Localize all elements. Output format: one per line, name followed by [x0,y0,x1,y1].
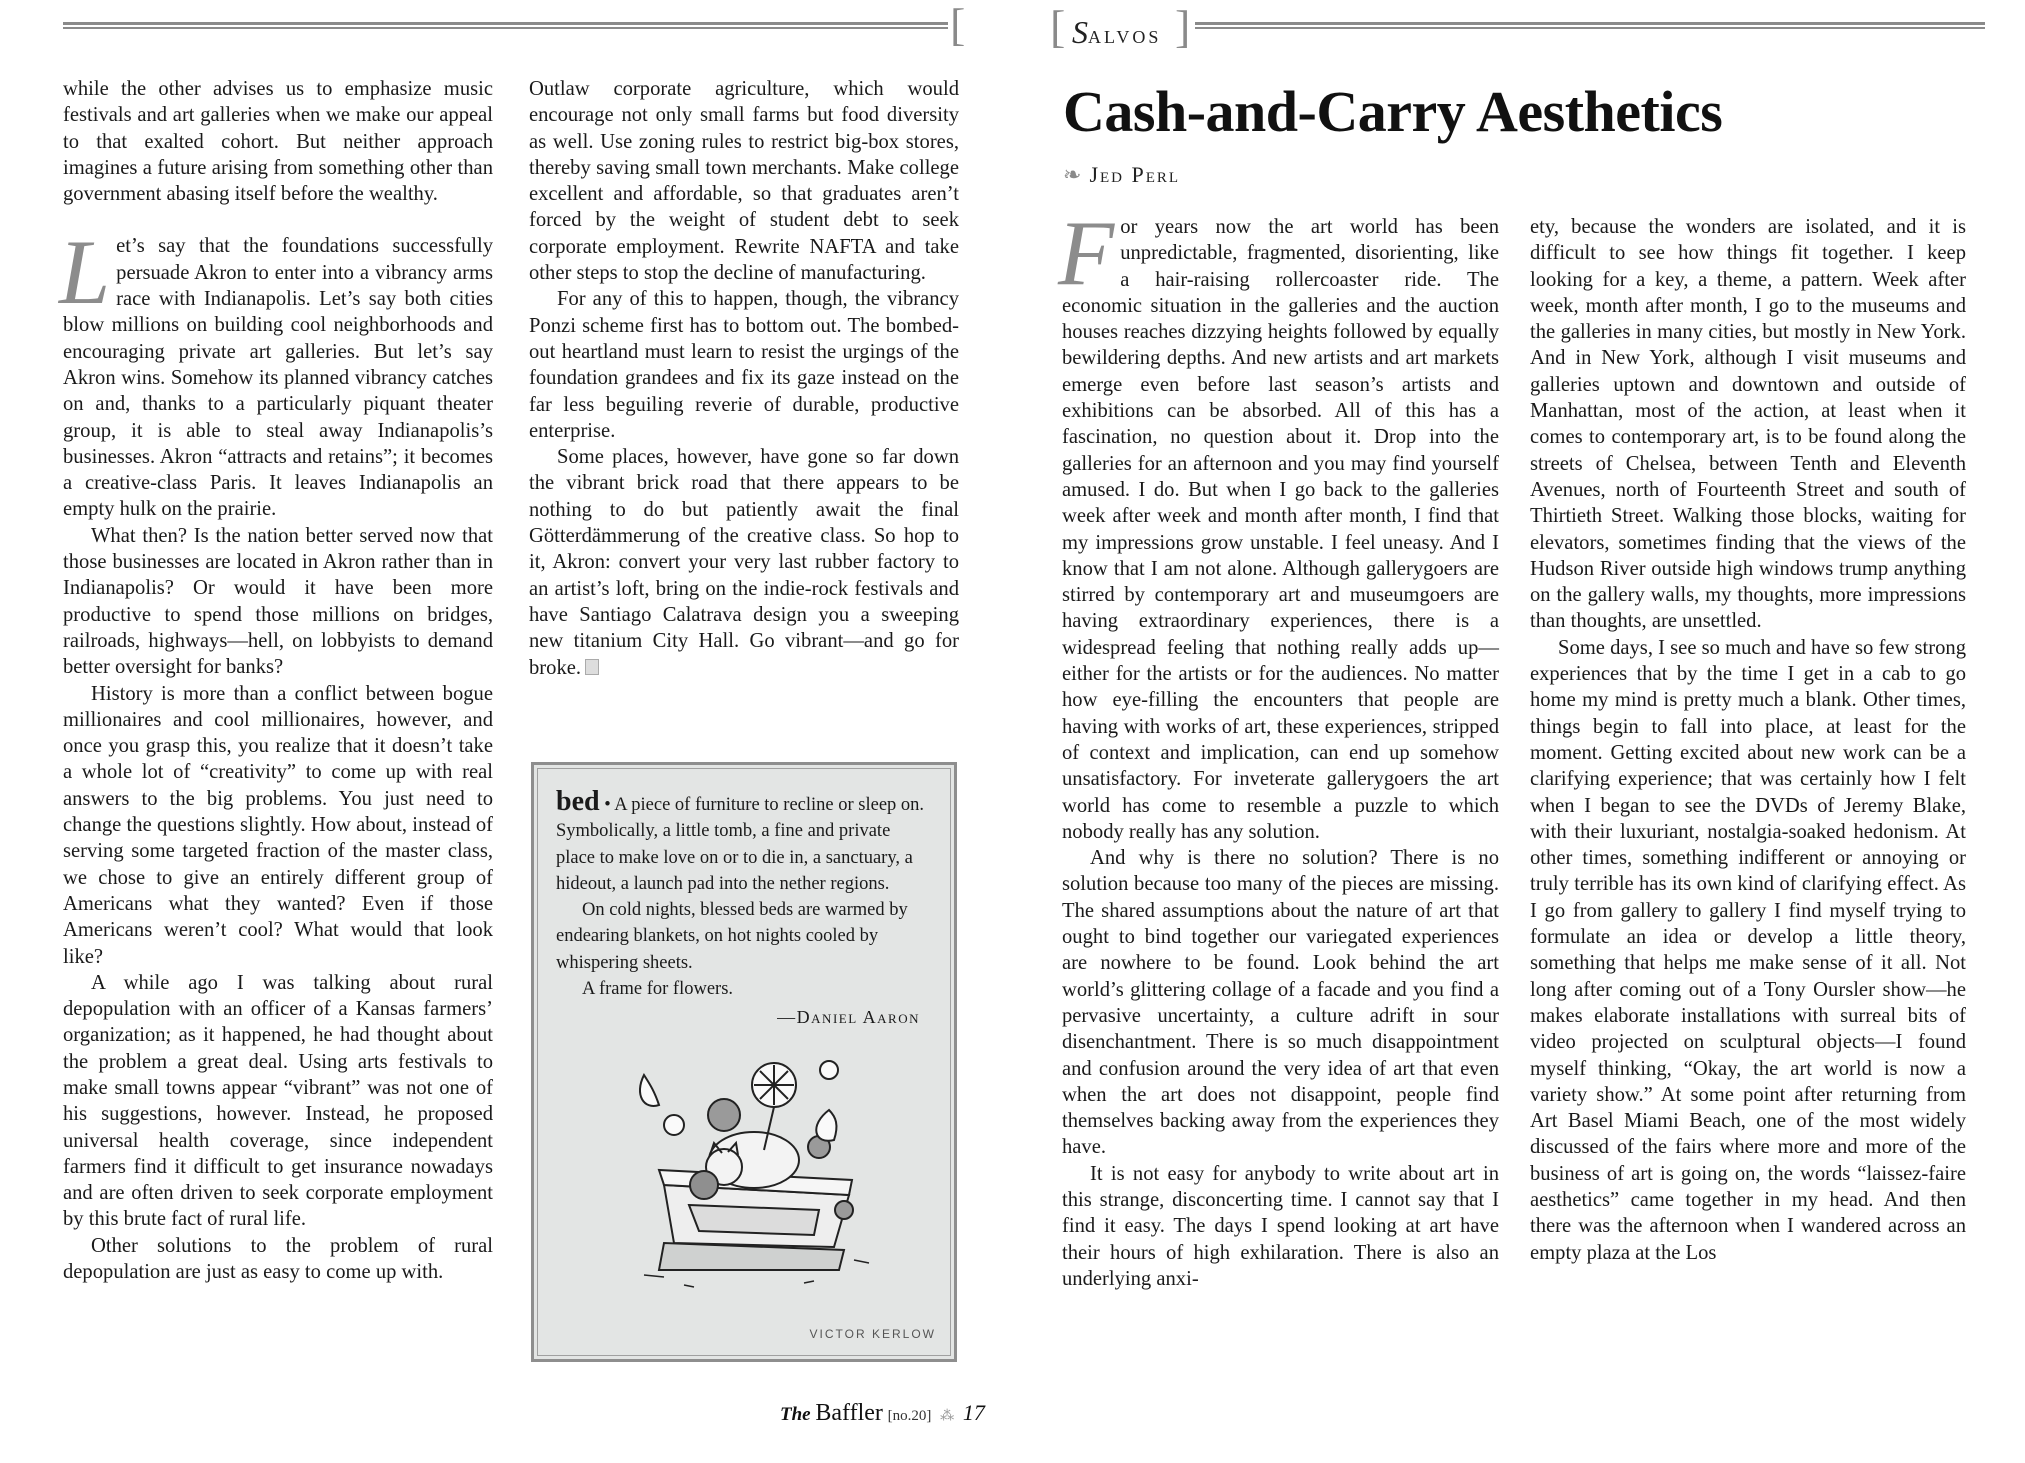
paragraph: Other solutions to the problem of rural depopulation are just as easy to come up with. [63,1234,493,1284]
paragraph: And why is there no solution? There is no solution because too many of the pieces are missing. The shared assumptions about the nature of art that ought to bind together our variegated experiences are nowhere to be found. Look behind the art world’s glittering collage of a facade and you find a pervasive uncertainty, a culture adrift in sour disenchantment. There is so much disappointment and confusion around the very idea of art that even when the art does not disappoint, people find themselves backing away from the experiences they have. [1062,847,1499,1159]
article-title: Cash-and-Carry Aesthetics [1063,79,1723,144]
headword: bed [556,786,600,817]
paragraph: Some days, I see so much and have so few strong experiences that by the time I get in a cab to go home my mind is pretty much a blank. Other times, things begin to fall into place, at least for the moment. Getting excited about new work can be a clarifying experience; that was certainly how I felt when I began to see the DVDs of Jeremy Blake, with their luxuriant, nostalgia-soaked hedonism. At other times, something indifferent or annoying or truly terrible has its own kind of clarifying effect. As I go from gallery to gallery I find myself trying to formulate an idea or develop a little theory, something that helps me make sense of it all. Not long after coming out of a Tony Oursler show—he makes elaborate installations with surreal bits of video projected on sculptural objects—I found myself thinking, “Okay, the art world is now a variety show.” At some point after returning from Art Basel Miami Beach, one of the most widely discussed of the fairs where more and more of the business of art is going on, the words “laissez-faire aesthetics” came together in my head. And then there was the afternoon when I wandered across an empty plaza at the Los [1530,636,1966,1264]
section-bracket-open-icon: [ [1050,1,1066,52]
sidebar-paragraph: On cold nights, blessed beds are warmed by endearing blankets, on hot nights cooled by whispering sheets. [556,900,908,973]
section-label-rest: alvos [1088,20,1162,49]
page-footer [780,1400,985,1427]
paragraph-dropcap [1058,202,1499,845]
byline [1063,162,1180,188]
definition [556,786,926,897]
sidebar-text [556,786,926,1031]
paragraph: What then? Is the nation better served now that those businesses are located in Akron rather than in Indianapolis? Or would it have been more productive to spend those millions on bridges, railroads, highways—hell, on lobbyists to demand better oversight for banks? [63,524,493,679]
footer-the: The [780,1404,811,1425]
definition-sidebar [531,762,957,1362]
attribution: —Daniel Aaron [777,1007,920,1028]
sidebar-paragraph: A frame for flowers. [582,979,734,1000]
right-column-1 [1058,202,1499,1292]
paragraph: A while ago I was talking about rural depopulation with an officer of a Kansas farmers’ organization; as it happened, he had thought about the problem a great deal. Using arts festivals to make small towns appear “vibrant” was not one of his suggestions, however. Instead, he proposed universal health coverage, since independent farmers find it difficult to get insurance nowadays and are often driven to seek corporate employment by this brute fact of rural life. [63,971,493,1231]
dropcap-letter: F [1058,202,1115,304]
paragraph-text: or years now the art world has been unpredictable, fragmented, disorienting, like a hair-raising rollercoaster ride. The economic situation in the galleries and the auction houses reaches dizzying heights followed by equally bewildering depths. And new artists and art markets emerge even before last season’s artists and exhibitions can be absorbed. All of this has a fascination, no question about it. Drop into the galleries for an afternoon and you may find yourself amused. I do. But when I go back to the galleries week after week and month after month, I find that my impressions grow unstable. I feel uneasy. And I know that I am not alone. Although gallerygoers are stirred by contemporary art and museumgoers are having extraordinary experiences, there is a widespread feeling that nothing really adds up—either for the artists or for the audiences. No matter how eye-filling the encounters that people are having with works of art, these experiences, stripped of context and implication, can end up somehow unsatisfactory. For inveterate gallerygoers the art world has come to resemble a puzzle to which nobody really has any solution. [1062,216,1499,843]
footer-issue: [no.20] [887,1408,932,1424]
paragraph-text: Some places, however, have gone so far down the vibrant brick road that there appears to be nothing to do but patiently await the final Götterdämmerung of the creative class. So hop to it, Akron: convert your very last rubber factory to an artist’s loft, bring on the indie-rock festivals and have Santiago Calatrava design you a sweeping new titanium City Hall. Go vibrant—and go for broke. [529,446,959,679]
paragraph: For any of this to happen, though, the vibrancy Ponzi scheme first has to bottom out. The bombed-out heartland must learn to resist the urgings of the foundation grandees and fix its gaze instead on the far less beguiling reverie of durable, productive enterprise. [529,288,959,442]
paragraph [529,444,959,681]
paragraph-text: et’s say that the foundations successfully persuade Akron to enter into a vibrancy arms race with Indianapolis. Let’s say both cities blow millions on building cool neighborhoods and encouraging private art galleries. But let’s say Akron wins. Somehow its planned vibrancy catches on and, thanks to a particularly piquant theater group, it is able to steal away Indianapolis’s businesses. Akron “attracts and retains”; it becomes a creative-class Paris. It leaves Indianapolis an empty hulk on the prairie. [63,235,493,521]
left-header-bracket-icon: [ [950,0,966,50]
dropcap-letter: L [59,221,111,324]
right-column-2 [1530,214,1966,1266]
footer-ornament-icon: ⁂ [940,1409,955,1424]
coffin-bed-illustration-icon [604,1055,894,1305]
end-mark-icon [585,659,599,675]
fleuron-icon: ❧ [1063,162,1084,187]
illustration-credit: VICTOR KERLOW [809,1327,936,1341]
paragraph: while the other advises us to emphasize music festivals and art galleries when we make our appeal to that exalted cohort. But neither approach imagines a future arising from something other than government abasing itself before the wealthy. [63,78,493,206]
section-label [1072,14,1161,51]
right-header-rule [1195,22,1985,29]
definition-text: A piece of furniture to recline or sleep on. Symbolically, a little tomb, a fine and private place to make love on or to die in, a sanctuary, a hideout, a launch pad into the nether regions. [556,795,925,894]
author-name: Jed Perl [1089,162,1181,187]
section-bracket-close-icon: ] [1175,1,1191,52]
paragraph-dropcap [59,221,493,522]
paragraph: History is more than a conflict between bogue millionaires and cool millionaires, however, and once you grasp this, you realize that it doesn’t take a whole lot of “creativity” to come up with real answers to the big problems. You just need to change the questions slightly. How about, instead of serving some targeted fraction of the master class, we chose to give an entirely different group of Americans what they wanted? Even if those Americans weren’t cool? What would that look like? [63,682,493,968]
bullet-icon: • [604,795,611,815]
footer-magazine: Baffler [815,1400,883,1426]
paragraph: ety, because the wonders are isolated, and it is difficult to see how things fit together. I keep looking for a key, a theme, a pattern. Week after week, month after month, I go to the museums and the galleries in many cities, but mostly in New York. And in New York, although I visit museums and galleries uptown and downtown and outside of Manhattan, most of the action, at least when it comes to contemporary art, is to be found along the streets of Chelsea, between Tenth and Eleventh Avenues, north of Fourteenth Street and south of Thirtieth Street. Walking those blocks, waiting for elevators, sometimes finding that the views of the Hudson River outside high windows trump anything on the gallery walls, my thoughts, more impressions than thoughts, are unsettled. [1530,216,1966,633]
left-column-1 [59,76,493,1285]
page-number: 17 [962,1400,985,1425]
section-label-cap: S [1072,14,1088,50]
left-header-rule [63,22,948,29]
paragraph: It is not easy for anybody to write about art in this strange, disconcerting time. I cannot say that I find it easy. The days I spend looking at art have their hours of high exhilaration. There is also an underlying anxi- [1062,1162,1499,1290]
left-column-2 [529,76,959,681]
paragraph: Outlaw corporate agriculture, which would encourage not only small farms but food diversity as well. Use zoning rules to restrict big-box stores, thereby saving small town merchants. Make college excellent and affordable, so that graduates aren’t forced by the weight of student debt to seek corporate employment. Rewrite NAFTA and take other steps to stop the decline of manufacturing. [529,78,959,285]
